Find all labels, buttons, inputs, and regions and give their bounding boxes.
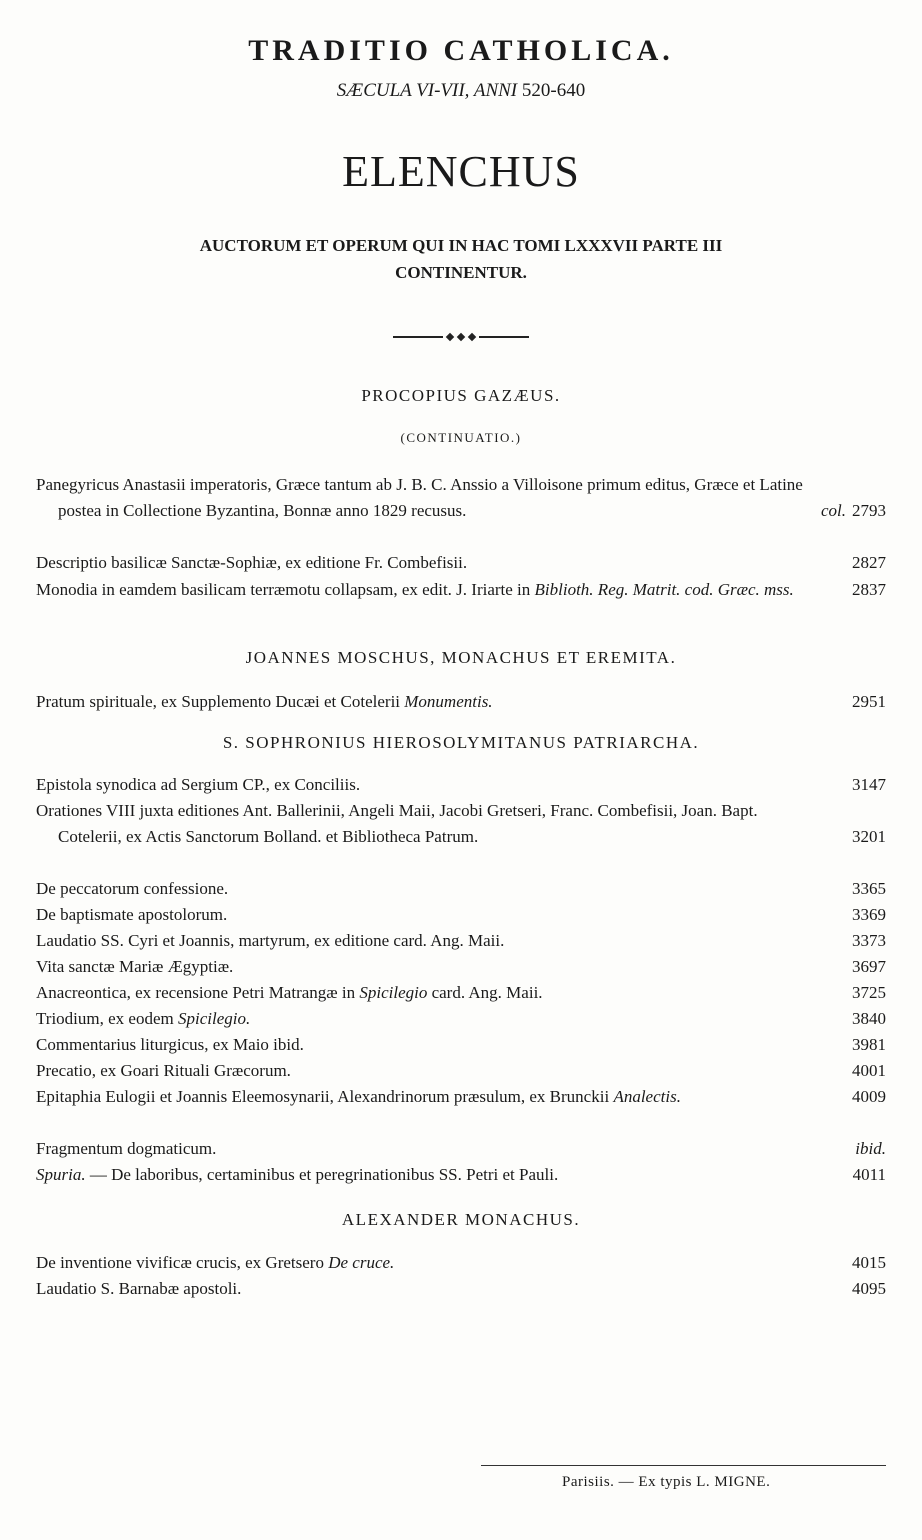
toc-entry: Laudatio S. Barnabæ apostoli. 4095 <box>36 1276 886 1302</box>
page-number: col. 2793 <box>820 501 886 520</box>
toc-entry: Anacreontica, ex recensione Petri Matrangæ in Spicilegio card. Ang. Maii. 3725 <box>36 980 886 1006</box>
page-title: ELENCHUS <box>342 147 580 196</box>
page-subtitle <box>36 232 886 286</box>
page-number: 4011 <box>852 1165 886 1184</box>
page-number: 3373 <box>852 931 886 950</box>
toc-entry: Descriptio basilicæ Sanctæ-Sophiæ, ex editione Fr. Combefisii. 2827 <box>36 550 886 576</box>
toc-entry: Laudatio SS. Cyri et Joannis, martyrum, ex editione card. Ang. Maii. 3373 <box>36 928 886 954</box>
page-number: 3840 <box>852 1009 886 1028</box>
page-number: 3365 <box>852 879 886 898</box>
page-number: 3201 <box>852 827 886 846</box>
toc-entry: Panegyricus Anastasii imperatoris, Græce tantum ab J. B. C. Anssio a Villoisone primum editus, Græce et Latine postea in Collectione Byzantina, Bonnæ anno 1829 recusus. col. 2793 <box>36 472 886 524</box>
continuatio-note: (CONTINUATIO.) <box>400 430 522 445</box>
subtitle-line-2: CONTINENTUR. <box>395 263 527 282</box>
ornament-divider <box>393 333 529 341</box>
page-number: 2951 <box>852 692 886 711</box>
page-number: 3369 <box>852 905 886 924</box>
page-number: 2837 <box>852 580 886 599</box>
page-number: ibid. <box>855 1139 886 1158</box>
subtitle-line-1: AUCTORUM ET OPERUM QUI IN HAC TOMI LXXXVII PARTE III <box>199 236 723 255</box>
footer-rule <box>481 1465 886 1466</box>
toc-entry: Precatio, ex Goari Rituali Græcorum. 4001 <box>36 1058 886 1084</box>
toc-entry: Epitaphia Eulogii et Joannis Eleemosynarii, Alexandrinorum præsulum, ex Brunckii Analectis. 4009 <box>36 1084 886 1110</box>
toc-entry: Spuria. — De laboribus, certaminibus et peregrinationibus SS. Petri et Pauli. 4011 <box>36 1162 886 1188</box>
saecula-line <box>36 80 886 102</box>
page-number: 2827 <box>852 553 886 572</box>
saecula-label: SÆCULA VI-VII, ANNI <box>336 80 518 101</box>
series-title: TRADITIO CATHOLICA. <box>248 34 674 67</box>
page-number: 4001 <box>852 1061 886 1080</box>
page-number: 3697 <box>852 957 886 976</box>
author-heading: PROCOPIUS GAZÆUS. <box>361 386 561 405</box>
toc-entry: Orationes VIII juxta editiones Ant. Ballerinii, Angeli Maii, Jacobi Gretseri, Franc. Combefisii, Joan. Bapt. Cotelerii, ex Actis Sanctorum Bolland. et Bibliotheca Patrum. 3201 <box>36 798 886 850</box>
author-heading: ALEXANDER MONACHUS. <box>341 1210 581 1229</box>
imprint: Parisiis. — Ex typis L. MIGNE. <box>562 1474 771 1490</box>
page-number: 4015 <box>852 1253 886 1272</box>
page-number: 3725 <box>852 983 886 1002</box>
toc-entry: De baptismate apostolorum. 3369 <box>36 902 886 928</box>
toc-entry: Pratum spirituale, ex Supplemento Ducæi et Cotelerii Monumentis. 2951 <box>36 689 886 715</box>
toc-entry: Triodium, ex eodem Spicilegio. 3840 <box>36 1006 886 1032</box>
toc-entry: Vita sanctæ Mariæ Ægyptiæ. 3697 <box>36 954 886 980</box>
toc-entry: Fragmentum dogmaticum. ibid. <box>36 1136 886 1162</box>
toc-entry: Commentarius liturgicus, ex Maio ibid. 3981 <box>36 1032 886 1058</box>
document-page <box>36 0 886 1540</box>
toc-entry: Epistola synodica ad Sergium CP., ex Conciliis. 3147 <box>36 772 886 798</box>
page-number: 4009 <box>852 1087 886 1106</box>
toc-entry: De peccatorum confessione. 3365 <box>36 876 886 902</box>
page-number: 3981 <box>852 1035 886 1054</box>
page-number: 3147 <box>852 775 886 794</box>
toc-entry: De inventione vivificæ crucis, ex Gretsero De cruce. 4015 <box>36 1250 886 1276</box>
author-heading: JOANNES MOSCHUS, MONACHUS ET EREMITA. <box>245 648 677 667</box>
saecula-years: 520-640 <box>521 80 586 101</box>
toc-entry: Monodia in eamdem basilicam terræmotu collapsam, ex edit. J. Iriarte in Biblioth. Reg. Matrit. cod. Græc. mss. 2837 <box>36 577 886 603</box>
page-number: 4095 <box>852 1279 886 1298</box>
author-heading: S. SOPHRONIUS HIEROSOLYMITANUS PATRIARCHA. <box>222 733 700 752</box>
